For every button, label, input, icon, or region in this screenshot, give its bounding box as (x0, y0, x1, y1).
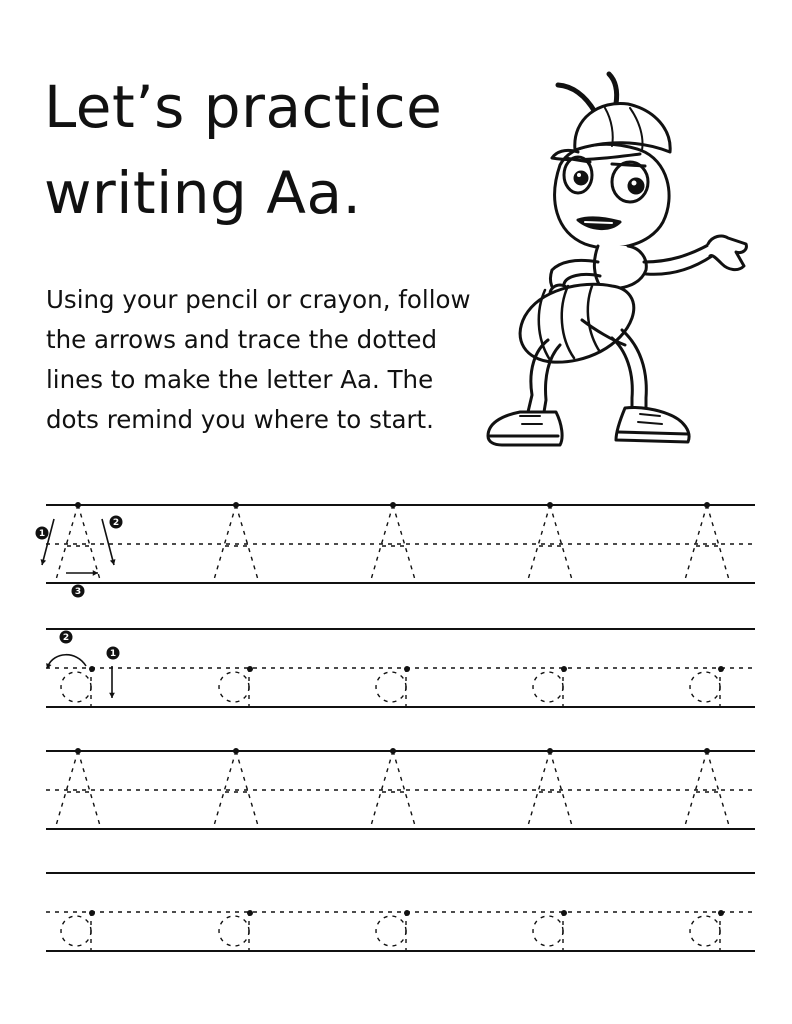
dotted-stroke (61, 672, 91, 702)
dotted-stroke (213, 751, 236, 829)
start-dot (718, 910, 724, 916)
traceable-uppercase-a (527, 748, 573, 829)
dotted-stroke (78, 751, 101, 829)
start-dot (561, 666, 567, 672)
arrow-head (93, 570, 98, 576)
practice-row (46, 873, 755, 951)
dotted-stroke (219, 916, 249, 946)
start-dot (704, 502, 710, 508)
start-dot (404, 910, 410, 916)
step-number-text: 1 (38, 529, 46, 540)
title-line-1: Let’s practice (44, 73, 443, 141)
traceable-lowercase-a (219, 910, 253, 951)
traceable-lowercase-a (533, 666, 567, 707)
dotted-stroke (690, 672, 720, 702)
traceable-lowercase-a (61, 910, 95, 951)
arrow-head (109, 693, 115, 698)
stroke-direction-arrow (48, 655, 86, 666)
start-dot (247, 666, 253, 672)
traceable-uppercase-a (527, 502, 573, 583)
traceable-uppercase-a (213, 502, 259, 583)
start-dot (89, 666, 95, 672)
traceable-uppercase-a (684, 502, 730, 583)
start-dot (547, 502, 553, 508)
traceable-lowercase-a (61, 666, 95, 707)
dotted-stroke (61, 916, 91, 946)
start-dot (390, 502, 396, 508)
title-line-2: writing Aa. (44, 159, 362, 227)
start-dot (233, 748, 239, 754)
traceable-uppercase-a (370, 502, 416, 583)
practice-row (46, 748, 755, 829)
dotted-stroke (393, 751, 416, 829)
dotted-stroke (707, 505, 730, 583)
dotted-stroke (219, 672, 249, 702)
dotted-stroke (78, 505, 101, 583)
start-dot (547, 748, 553, 754)
traceable-lowercase-a (376, 910, 410, 951)
dotted-stroke (690, 916, 720, 946)
instruction-line-3: lines to make the letter Aa. The (46, 365, 434, 394)
dotted-stroke (533, 672, 563, 702)
arrow-head (110, 559, 116, 565)
start-dot (233, 502, 239, 508)
traceable-lowercase-a (533, 910, 567, 951)
start-dot (89, 910, 95, 916)
traceable-uppercase-a (213, 748, 259, 829)
stroke-direction-arrow (42, 519, 54, 565)
dotted-stroke (376, 916, 406, 946)
arrow-head (41, 559, 47, 565)
instruction-line-4: dots remind you where to start. (46, 405, 434, 434)
instruction-line-2: the arrows and trace the dotted (46, 325, 438, 354)
start-dot (390, 748, 396, 754)
start-dot (75, 748, 81, 754)
dotted-stroke (213, 505, 236, 583)
dotted-stroke (533, 916, 563, 946)
traceable-uppercase-a (55, 502, 101, 583)
traceable-uppercase-a (684, 748, 730, 829)
dotted-stroke (393, 505, 416, 583)
start-dot (704, 748, 710, 754)
traceable-lowercase-a (690, 666, 724, 707)
dotted-stroke (527, 751, 550, 829)
traceable-uppercase-a (55, 748, 101, 829)
practice-row (46, 629, 755, 707)
dotted-stroke (707, 751, 730, 829)
start-dot (75, 502, 81, 508)
start-dot (247, 910, 253, 916)
dotted-stroke (376, 672, 406, 702)
start-dot (561, 910, 567, 916)
traceable-lowercase-a (690, 910, 724, 951)
instruction-line-1: Using your pencil or crayon, follow (46, 285, 471, 314)
dotted-stroke (527, 505, 550, 583)
step-number-text: 2 (112, 518, 120, 529)
traceable-lowercase-a (219, 666, 253, 707)
traceable-uppercase-a (370, 748, 416, 829)
start-dot (718, 666, 724, 672)
step-number-text: 2 (62, 633, 70, 644)
step-number-text: 3 (74, 587, 82, 598)
start-dot (404, 666, 410, 672)
practice-row (36, 502, 756, 598)
traceable-lowercase-a (376, 666, 410, 707)
step-number-text: 1 (109, 649, 117, 660)
